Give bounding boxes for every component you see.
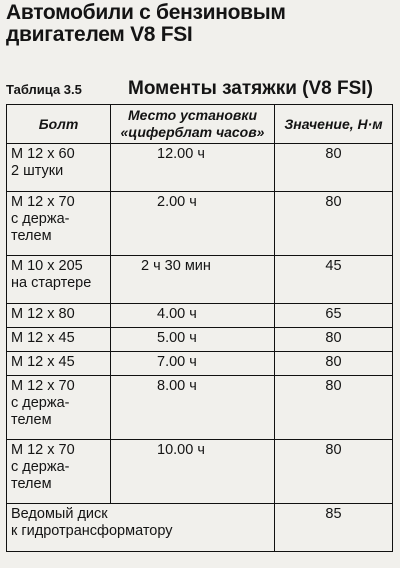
cell-position: 10.00 ч <box>111 440 275 504</box>
table-caption <box>6 78 392 102</box>
cell-value: 80 <box>275 144 393 192</box>
cell-bolt <box>7 192 111 256</box>
cell-value: 45 <box>275 256 393 304</box>
cell-position: 12.00 ч <box>111 144 275 192</box>
cell-bolt <box>7 352 111 376</box>
cell-value: 80 <box>275 376 393 440</box>
cell-bolt <box>7 304 111 328</box>
cell-bolt <box>7 328 111 352</box>
cell-position: 5.00 ч <box>111 328 275 352</box>
bolt-line: М 12 x 70 <box>11 378 75 394</box>
cell-bolt <box>7 504 275 552</box>
table-row <box>7 256 393 304</box>
table-title: Моменты затяжки (V8 FSI) <box>128 78 373 99</box>
bolt-line: телем <box>11 476 52 492</box>
section-heading <box>6 2 286 46</box>
bolt-line: М 12 x 70 <box>11 194 75 210</box>
cell-position: 2.00 ч <box>111 192 275 256</box>
column-header-bolt: Болт <box>7 105 111 144</box>
section-heading-line-2: двигателем V8 FSI <box>6 23 193 46</box>
cell-position: 4.00 ч <box>111 304 275 328</box>
torque-table <box>6 104 393 552</box>
cell-position: 8.00 ч <box>111 376 275 440</box>
bolt-line: к гидротрансформатору <box>11 523 173 539</box>
cell-position: 7.00 ч <box>111 352 275 376</box>
table-header-row <box>7 105 393 144</box>
bolt-line: Ведомый диск <box>11 506 108 522</box>
bolt-line: М 12 x 80 <box>11 306 75 322</box>
table-row <box>7 144 393 192</box>
column-header-position-line-2: «циферблат часов» <box>120 124 265 140</box>
bolt-line: телем <box>11 412 52 428</box>
bolt-line: с держа- <box>11 459 70 475</box>
bolt-line: М 12 x 60 <box>11 146 75 162</box>
cell-value: 80 <box>275 440 393 504</box>
cell-bolt <box>7 376 111 440</box>
bolt-line: 2 штуки <box>11 163 64 179</box>
cell-bolt <box>7 440 111 504</box>
table-row <box>7 504 393 552</box>
cell-bolt <box>7 256 111 304</box>
table-row <box>7 352 393 376</box>
bolt-line: М 12 x 70 <box>11 442 75 458</box>
cell-value: 80 <box>275 352 393 376</box>
table-row <box>7 376 393 440</box>
table-row <box>7 328 393 352</box>
column-header-position <box>111 105 275 144</box>
bolt-line: М 12 x 45 <box>11 330 75 346</box>
bolt-line: М 10 x 205 <box>11 258 83 274</box>
cell-bolt <box>7 144 111 192</box>
bolt-line: с держа- <box>11 211 70 227</box>
table-row <box>7 192 393 256</box>
table-row <box>7 440 393 504</box>
bolt-line: М 12 x 45 <box>11 354 75 370</box>
table-number: Таблица 3.5 <box>6 82 82 97</box>
column-header-position-line-1: Место установки <box>127 107 258 123</box>
cell-value: 65 <box>275 304 393 328</box>
section-heading-line-1: Автомобили с бензиновым <box>6 1 286 24</box>
bolt-line: телем <box>11 228 52 244</box>
cell-value: 80 <box>275 328 393 352</box>
bolt-line: на стартере <box>11 275 92 291</box>
bolt-line: с держа- <box>11 395 70 411</box>
column-header-value: Значение, Н·м <box>275 105 393 144</box>
cell-position: 2 ч 30 мин <box>111 256 275 304</box>
cell-value: 80 <box>275 192 393 256</box>
table-row <box>7 304 393 328</box>
cell-value: 85 <box>275 504 393 552</box>
